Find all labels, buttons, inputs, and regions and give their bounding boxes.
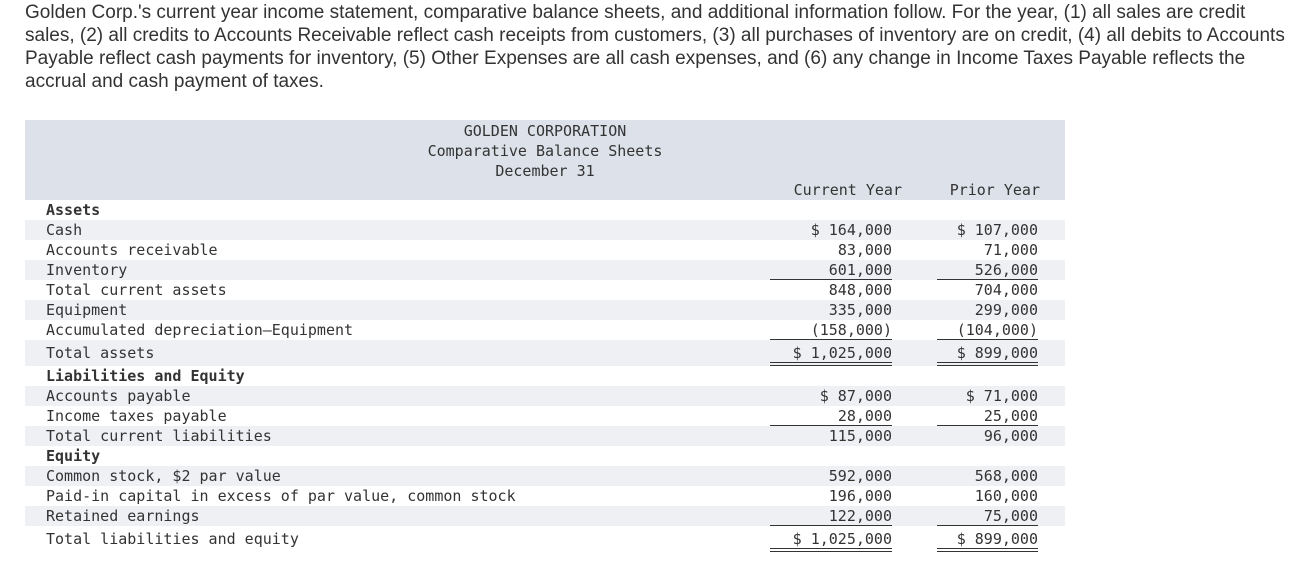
current-year-value: $ 1,025,000 bbox=[792, 344, 892, 362]
current-year-value: (158,000) bbox=[810, 321, 892, 339]
company-name: GOLDEN CORPORATION bbox=[463, 122, 627, 140]
statement-title: Comparative Balance Sheets bbox=[427, 142, 663, 160]
table-row bbox=[25, 466, 1065, 486]
row-label: Accounts receivable bbox=[46, 241, 218, 259]
comparative-balance-sheet bbox=[25, 120, 1065, 552]
row-label: Income taxes payable bbox=[46, 407, 227, 425]
current-year-value: 115,000 bbox=[828, 427, 892, 445]
balance-sheet-header bbox=[25, 120, 1065, 200]
prior-year-value: 526,000 bbox=[974, 261, 1038, 279]
statement-date: December 31 bbox=[495, 162, 595, 180]
table-row bbox=[25, 220, 1065, 240]
current-year-value: $ 1,025,000 bbox=[792, 530, 892, 548]
row-label: Accounts payable bbox=[46, 387, 191, 405]
row-label: Common stock, $2 par value bbox=[46, 467, 281, 485]
row-label: Paid-in capital in excess of par value, common stock bbox=[46, 487, 516, 505]
prior-year-value: $ 71,000 bbox=[965, 387, 1038, 405]
column-header-prior-year: Prior Year bbox=[949, 181, 1040, 199]
current-year-value: 83,000 bbox=[837, 241, 892, 259]
problem-intro-text: Golden Corp.'s current year income statement, comparative balance sheets, and additional information follow. For the year, (1) all sales are credit sales, (2) all credits to Accounts Receivable reflect cash receipts from customers, (3) all purchases of inventory are on credit, (4) all debits to Accounts Payable reflect cash payments for inventory, (5) Other Expenses are all cash expenses, and (6) any change in Income Taxes Payable reflects the accrual and cash payment of taxes. bbox=[25, 2, 1285, 92]
table-row bbox=[25, 486, 1065, 506]
table-row bbox=[25, 320, 1065, 340]
current-year-value: 592,000 bbox=[828, 467, 892, 485]
current-year-value: 122,000 bbox=[828, 507, 892, 525]
table-row bbox=[25, 240, 1065, 260]
current-year-value: $ 87,000 bbox=[819, 387, 892, 405]
table-row bbox=[25, 280, 1065, 300]
prior-year-value: 299,000 bbox=[974, 301, 1038, 319]
current-year-value: 28,000 bbox=[837, 407, 892, 425]
row-label: Cash bbox=[46, 221, 83, 239]
prior-year-value: $ 899,000 bbox=[956, 530, 1038, 548]
equity-heading-row bbox=[25, 446, 1065, 466]
row-label: Inventory bbox=[46, 261, 128, 279]
table-row bbox=[25, 426, 1065, 446]
current-year-value: $ 164,000 bbox=[810, 221, 892, 239]
row-label: Retained earnings bbox=[46, 507, 200, 525]
table-row bbox=[25, 260, 1065, 280]
assets-heading: Assets bbox=[46, 201, 101, 219]
prior-year-value: 75,000 bbox=[983, 507, 1038, 525]
row-label: Total assets bbox=[46, 344, 155, 362]
table-row bbox=[25, 386, 1065, 406]
current-year-value: 848,000 bbox=[828, 281, 892, 299]
prior-year-value: $ 899,000 bbox=[956, 344, 1038, 362]
prior-year-value: 25,000 bbox=[983, 407, 1038, 425]
row-label: Total liabilities and equity bbox=[46, 530, 299, 548]
assets-heading-row bbox=[25, 200, 1065, 220]
column-header-current-year: Current Year bbox=[793, 181, 902, 199]
table-row bbox=[25, 506, 1065, 526]
double-underline-rule bbox=[770, 548, 892, 552]
equity-heading: Equity bbox=[46, 447, 101, 465]
current-year-value: 196,000 bbox=[828, 487, 892, 505]
row-label: Total current liabilities bbox=[46, 427, 272, 445]
liabilities-heading-row bbox=[25, 366, 1065, 386]
row-label: Accumulated depreciation—Equipment bbox=[46, 321, 354, 339]
table-row bbox=[25, 300, 1065, 320]
table-row bbox=[25, 526, 1065, 552]
liabilities-heading: Liabilities and Equity bbox=[46, 367, 245, 385]
prior-year-value: $ 107,000 bbox=[956, 221, 1038, 239]
double-underline-rule bbox=[937, 548, 1038, 552]
row-label: Total current assets bbox=[46, 281, 227, 299]
prior-year-value: (104,000) bbox=[956, 321, 1038, 339]
prior-year-value: 71,000 bbox=[983, 241, 1038, 259]
table-row bbox=[25, 406, 1065, 426]
prior-year-value: 160,000 bbox=[974, 487, 1038, 505]
prior-year-value: 704,000 bbox=[974, 281, 1038, 299]
table-row bbox=[25, 340, 1065, 366]
row-label: Equipment bbox=[46, 301, 128, 319]
prior-year-value: 568,000 bbox=[974, 467, 1038, 485]
current-year-value: 601,000 bbox=[828, 261, 892, 279]
prior-year-value: 96,000 bbox=[983, 427, 1038, 445]
current-year-value: 335,000 bbox=[828, 301, 892, 319]
